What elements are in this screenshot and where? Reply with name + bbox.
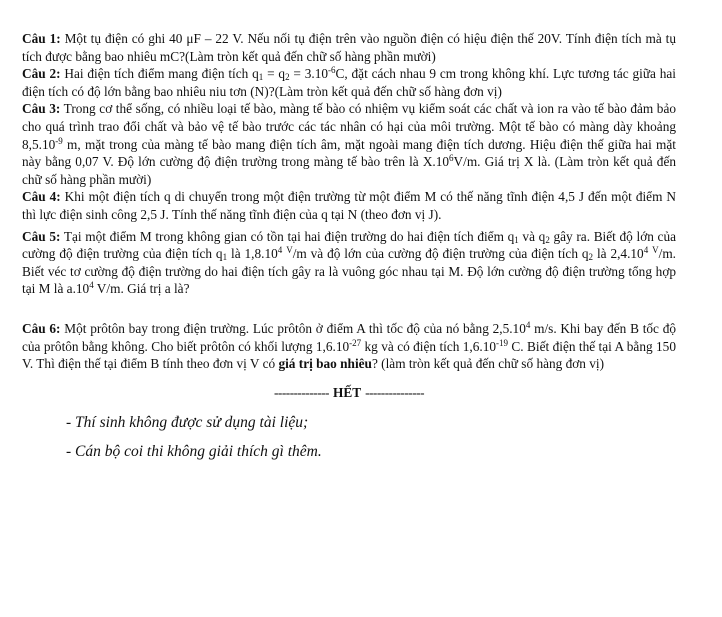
question-text: ? (làm tròn kết quả đến chữ số hàng đơn vị) [371,356,605,372]
question-text: Tại một điểm M trong không gian có tồn tại hai điện trường do hai điện tích điểm q [63,228,515,244]
subscript: 2 [588,252,594,263]
superscript: 4 [89,280,94,291]
question-label: Câu 1: [22,31,61,46]
question-label: Câu 2: [22,66,61,82]
subscript: 1 [514,234,519,245]
question-text: /m và độ lớn của cường độ điện trường của điện tích q [292,246,589,262]
question-text: gây ra. Biết độ lớn của cường độ điện trường của điện tích q [22,228,676,262]
question-4 [22,188,676,223]
question-emphasis: giá trị bao nhiêu [278,356,372,372]
question-text: Trong cơ thể sống, có nhiều loại tế bào, màng tế bào có nhiệm vụ kiểm soát các chất và ion ra vào tế bào đảm bảo cho quá trình trao đổi chất và bảo vệ tế bào trước các tác nhân có hại của môi trường. Một tế bào có màng dày khoảng 8,5.10 [22,101,676,152]
note-no-explanation: - Cán bộ coi thi không giải thích gì thêm. [66,442,322,460]
superscript: 4 [525,319,531,330]
superscript: 4 [643,245,649,256]
superscript: 6 [449,153,454,164]
superscript: -19 [496,337,509,348]
end-dashes-right: --------------- [365,384,424,400]
superscript: V [286,245,293,256]
superscript: 4 [277,245,283,256]
superscript: -6 [328,65,336,76]
question-text: kg và có điện tích 1,6.10 [361,338,497,354]
end-dashes-left: -------------- [273,384,329,400]
question-2 [22,65,676,100]
question-text: là 1,8.10 [227,246,278,262]
question-text: m, mặt trong của màng tế bào mang điện tích âm, mặt ngoài mang điện tích dương. Hiệu điện thế giữa hai mặt này bằng 0,07 V. Độ lớn cường độ điện trường trong màng tế bào trên là X.10 [22,136,676,170]
question-text: là 2,4.10 [593,246,644,262]
question-label: Câu 6: [22,320,61,336]
question-text: = q [263,66,286,82]
question-text: m/s. Khi bay đến B tốc độ của prôtôn bằng không. Cho biết prôtôn có khối lượng 1,6.10 [22,320,677,354]
question-1 [22,30,676,65]
question-5 [22,228,676,298]
exam-page [22,30,676,462]
question-6 [22,320,676,373]
question-text: Hai điện tích điểm mang điện tích q [64,66,259,82]
question-3 [22,100,676,188]
question-text: C. Biết điện thế tại A bằng 150 V. Thì điện thế tại điểm B tính theo đơn vị V có [22,338,676,372]
question-text: Một tụ điện có ghi 40 μF – 22 V. Nếu nối tụ điện trên vào nguồn điện có hiệu điện thế 20V. Tính điện tích mà tụ tích được bằng bao nhiêu mC?(Làm tròn kết quả đến chữ số hàng phần mười) [22,31,677,64]
subscript: 2 [545,234,550,245]
question-text: Một prôtôn bay trong điện trường. Lúc prôtôn ở điểm A thì tốc độ của nó bằng 2,5.10 [64,320,526,336]
subscript: 2 [285,72,290,83]
end-label: HẾT [332,384,362,400]
note-no-materials: - Thí sinh không được sử dụng tài liệu; [66,413,309,431]
subscript: 1 [258,72,264,83]
end-marker [22,385,676,401]
superscript: V [652,245,659,256]
question-text: V/m. Giá trị a là? [93,281,190,297]
question-label: Câu 4: [22,189,61,205]
superscript: -9 [55,135,63,146]
subscript: 1 [222,252,228,263]
question-label: Câu 3: [22,101,61,117]
question-text: V/m. Giá trị X là. (Làm tròn kết quả đến chữ số hàng phần mười) [22,154,677,187]
question-label: Câu 5: [22,228,61,244]
question-text: /m. Biết véc tơ cường độ điện trường do hai điện tích gây ra là vuông góc nhau tại M. Độ lớn cường độ điện trường tổng hợp tại M là a.10 [22,246,677,297]
question-text: Khi một điện tích q di chuyển trong một điện trường từ một điểm M có thế năng tĩnh điện 4,5 J đến một điểm N thì lực điện sinh công 2,5 J. Tính thế năng tĩnh điện của q tại N (theo đơn vị J). [22,189,676,222]
question-text: = 3.10 [289,66,328,82]
question-text: và q [518,228,546,244]
superscript: -27 [349,337,362,348]
question-text: C, đặt cách nhau 9 cm trong không khí. Lực tương tác giữa hai điện tích có độ lớn bằng bao nhiêu niu tơn (N)?(Làm tròn kết quả đến chữ số hàng đơn vị) [22,66,677,99]
